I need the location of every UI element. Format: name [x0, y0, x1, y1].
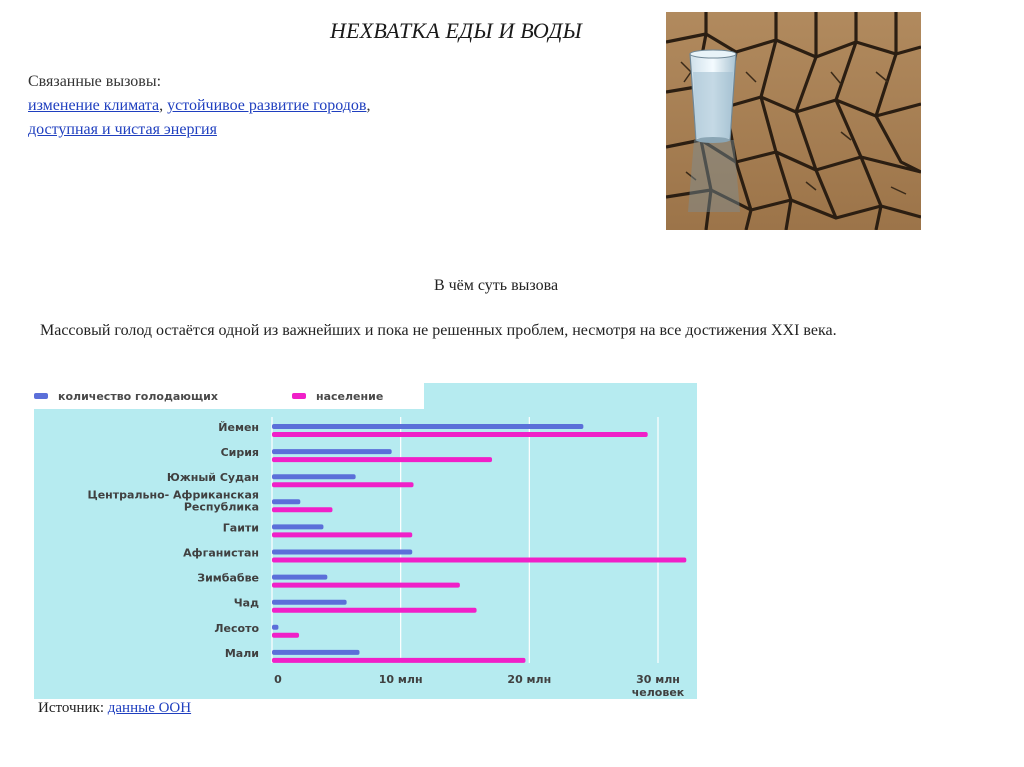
page-title: НЕХВАТКА ЕДЫ И ВОДЫ	[330, 18, 582, 43]
category-label: Сирия	[220, 446, 259, 460]
bar-population	[272, 583, 460, 588]
category-label: Центрально- Африканская	[87, 488, 259, 502]
category-label: Афганистан	[183, 546, 259, 560]
bar-population	[272, 507, 332, 512]
challenge-description-text: Массовый голод остаётся одной из важнейших и пока не решенных проблем, несмотря на все достижения XXI века.	[40, 322, 837, 339]
bar-hungry	[272, 575, 327, 580]
link-un-data[interactable]: данные ООН	[107, 700, 192, 716]
related-challenges	[28, 70, 370, 142]
bar-population	[272, 532, 412, 537]
category-label: Чад	[233, 596, 259, 610]
bar-population	[272, 457, 492, 462]
source-label: Источник:	[38, 700, 108, 716]
x-tick-label: 30 млн	[636, 673, 680, 686]
bar-hungry	[272, 550, 412, 555]
bar-hungry	[272, 600, 347, 605]
link-climate-change[interactable]: изменение климата	[28, 97, 160, 114]
bar-population	[272, 633, 299, 638]
bar-hungry	[272, 524, 323, 529]
hunger-bar-chart	[34, 383, 697, 699]
related-label: Связанные вызовы:	[28, 73, 162, 90]
category-label: Йемен	[218, 421, 259, 434]
chart-background	[34, 383, 697, 699]
category-label: Республика	[183, 500, 259, 514]
challenge-description	[28, 317, 848, 344]
separator: ,	[366, 97, 371, 114]
category-label: Гаити	[222, 521, 259, 535]
category-label: Лесото	[214, 621, 259, 635]
legend-swatch-1	[292, 393, 306, 399]
bar-population	[272, 608, 477, 613]
separator: ,	[159, 97, 168, 114]
legend-label-0: количество голодающих	[58, 390, 218, 403]
chart-legend	[34, 390, 383, 403]
link-sustainable-cities[interactable]: устойчивое развитие городов	[167, 97, 367, 114]
bar-hungry	[272, 474, 356, 479]
x-tick-label: 20 млн	[507, 673, 552, 686]
source-note	[38, 700, 191, 717]
bar-hungry	[272, 449, 392, 454]
link-clean-energy[interactable]: доступная и чистая энергия	[28, 121, 217, 138]
bar-population	[272, 432, 648, 437]
glass-of-water-on-cracked-earth-photo	[666, 12, 921, 230]
x-tick-label: 0	[274, 673, 282, 686]
x-tick-label: 10 млн	[378, 673, 423, 686]
category-label: Южный Судан	[166, 471, 259, 485]
category-label: Мали	[224, 646, 259, 660]
bar-hungry	[272, 625, 278, 630]
bar-hungry	[272, 650, 359, 655]
bar-hungry	[272, 499, 300, 504]
category-label: Зимбабве	[197, 571, 259, 585]
bar-hungry	[272, 424, 583, 429]
bar-population	[272, 658, 525, 663]
section-subheading: В чём суть вызова	[433, 277, 559, 294]
bar-population	[272, 482, 414, 487]
legend-swatch-0	[34, 393, 48, 399]
x-unit-label: человек	[631, 686, 685, 699]
bar-population	[272, 558, 686, 563]
legend-label-1: население	[316, 390, 384, 403]
